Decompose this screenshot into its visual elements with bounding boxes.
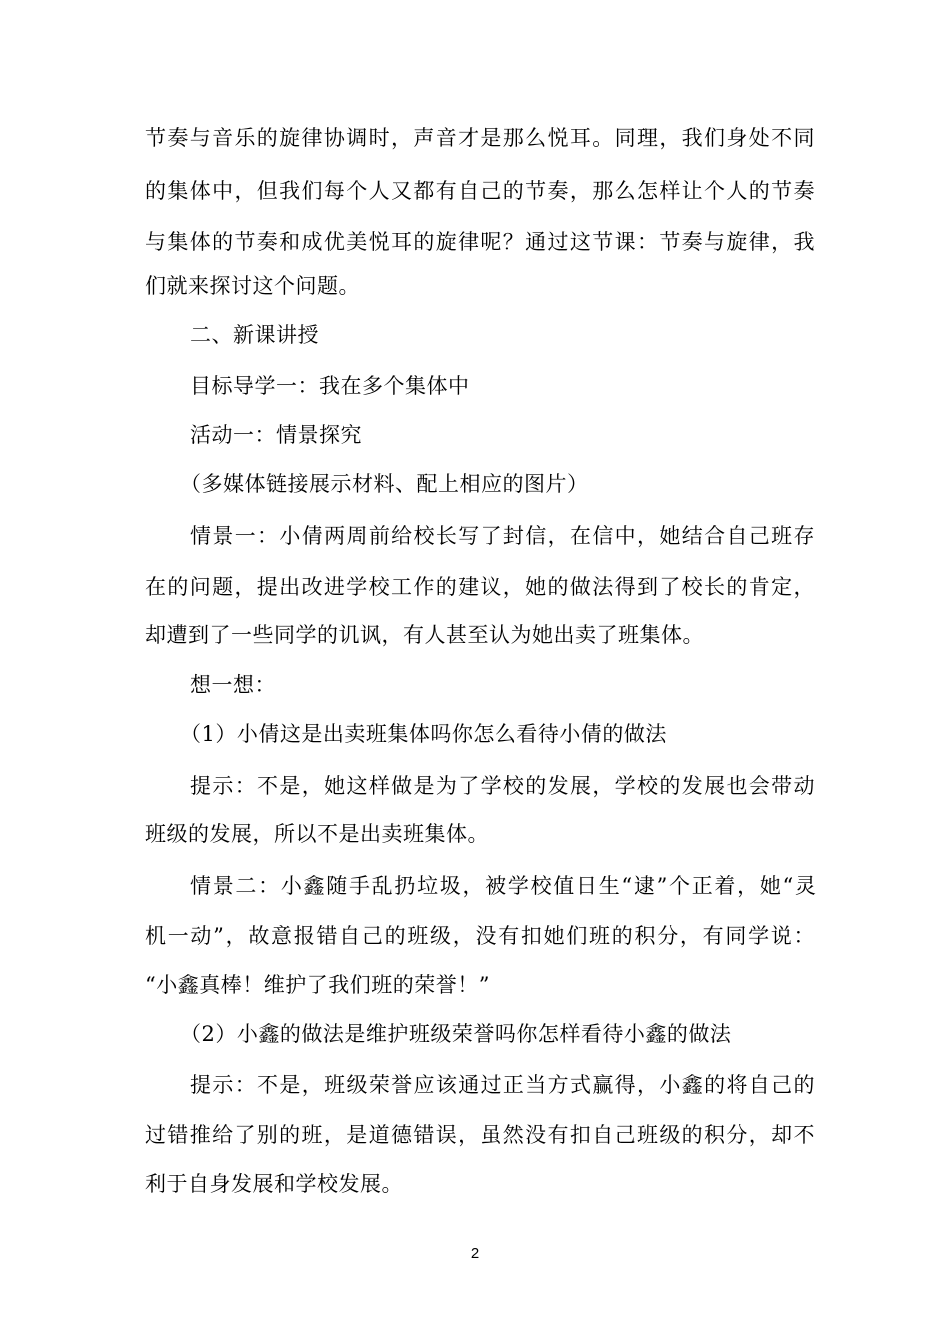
paragraph-line: 情景二：小鑫随手乱扔垃圾，被学校值日生“逮”个正着，她“灵 [190,874,815,898]
paragraph-line: 的集体中，但我们每个人又都有自己的节奏，那么怎样让个人的节奏 [145,179,815,203]
paragraph-line: 们就来探讨这个问题。 [145,274,360,298]
paragraph-line: 与集体的节奏和成优美悦耳的旋律呢？通过这节课：节奏与旋律，我 [145,230,815,254]
activity-heading: 活动一：情景探究 [190,423,362,447]
paragraph-line: 机一动”，故意报错自己的班级，没有扣她们班的积分，有同学说： [145,924,815,948]
paragraph-line: 过错推给了别的班，是道德错误，虽然没有扣自己班级的积分，却不 [145,1123,815,1147]
paragraph-line: “小鑫真棒！维护了我们班的荣誉！” [145,973,490,997]
prompt-label: 想一想： [190,673,276,697]
paragraph-line: 情景一：小倩两周前给校长写了封信，在信中，她结合自己班存 [190,524,815,548]
paragraph-line: 却遭到了一些同学的讥讽，有人甚至认为她出卖了班集体。 [145,623,704,647]
paragraph-line: 班级的发展，所以不是出卖班集体。 [145,822,489,846]
paragraph-line: 提示：不是，她这样做是为了学校的发展，学校的发展也会带动 [190,774,815,798]
media-note: （多媒体链接展示材料、配上相应的图片） [180,472,589,496]
page-number: 2 [470,1245,480,1262]
paragraph-line: 提示：不是，班级荣誉应该通过正当方式赢得，小鑫的将自己的 [190,1073,815,1097]
paragraph-line: 利于自身发展和学校发展。 [145,1172,403,1196]
subsection-heading: 目标导学一：我在多个集体中 [190,374,470,398]
question-line: （1）小倩这是出卖班集体吗你怎么看待小倩的做法 [180,722,667,746]
question-line: （2）小鑫的做法是维护班级荣誉吗你怎样看待小鑫的做法 [180,1022,732,1046]
section-heading: 二、新课讲授 [190,323,319,347]
paragraph-line: 在的问题，提出改进学校工作的建议，她的做法得到了校长的肯定， [145,575,815,599]
paragraph-line: 节奏与音乐的旋律协调时，声音才是那么悦耳。同理，我们身处不同 [145,126,815,150]
